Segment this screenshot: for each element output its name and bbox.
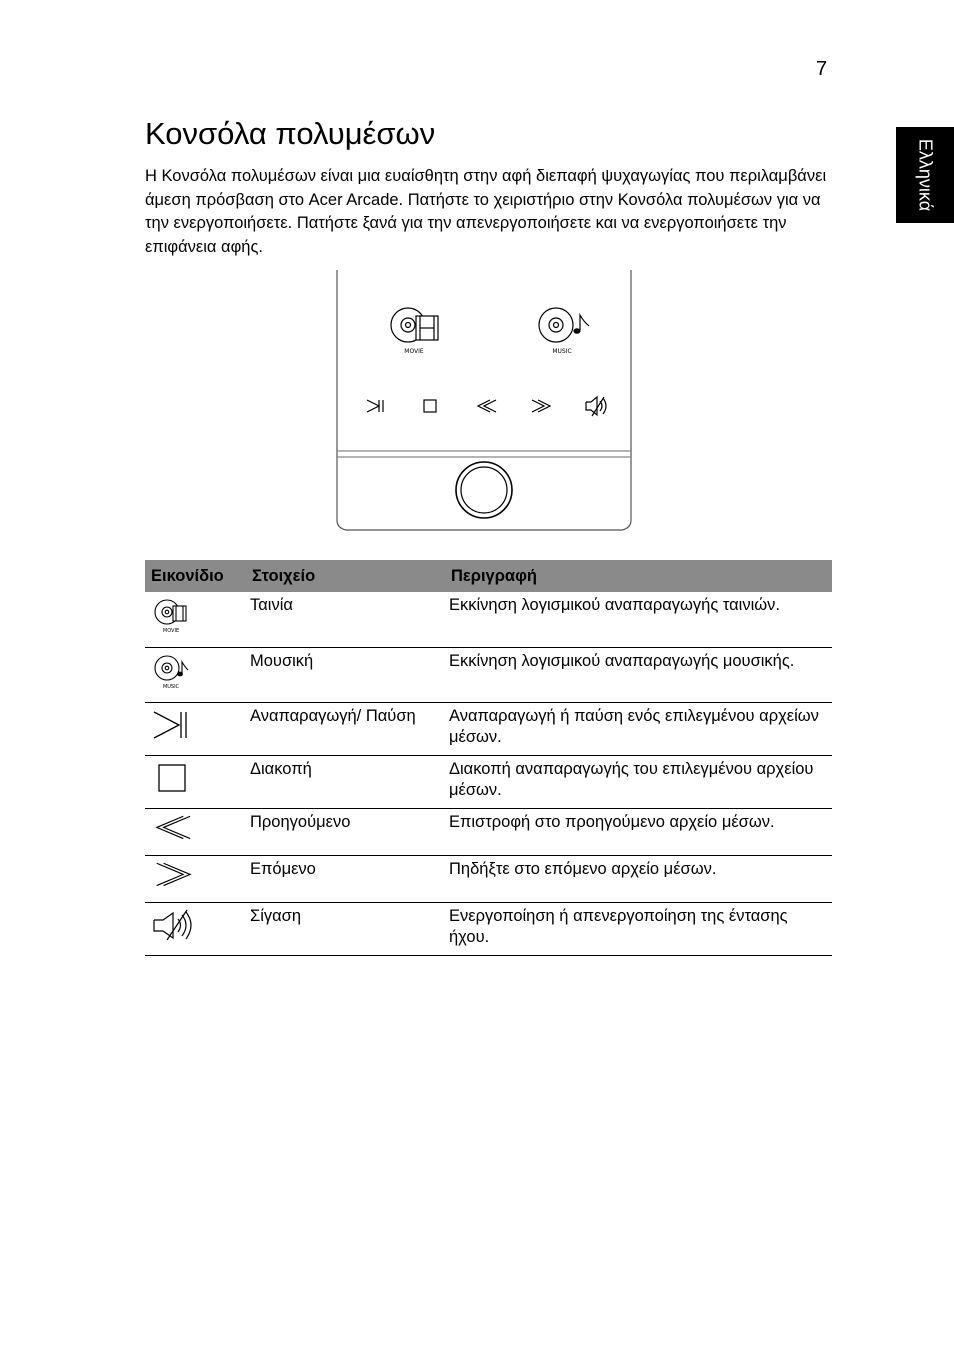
console-stop-icon[interactable] bbox=[424, 400, 436, 412]
movie-icon-label: MOVIE bbox=[162, 628, 180, 634]
language-tab-label: Ελληνικά bbox=[915, 138, 936, 212]
table-row bbox=[145, 902, 832, 955]
language-tab bbox=[896, 127, 954, 223]
row-description: Εκκίνηση λογισμικού αναπαραγωγής μουσικής. bbox=[445, 647, 832, 702]
media-console-illustration bbox=[334, 270, 634, 534]
console-mute-icon[interactable] bbox=[586, 397, 606, 416]
table-row bbox=[145, 592, 832, 647]
row-description: Επιστροφή στο προηγούμενο αρχείο μέσων. bbox=[445, 808, 832, 855]
header-icon: Εικονίδιο bbox=[151, 566, 224, 585]
music-icon-label: MUSIC bbox=[162, 683, 180, 690]
console-music-icon[interactable] bbox=[539, 308, 589, 342]
row-description: Διακοπή αναπαραγωγής του επιλεγμένου αρχείου μέσων. bbox=[445, 755, 832, 808]
console-movie-label: MOVIE bbox=[404, 348, 424, 355]
table-row bbox=[145, 647, 832, 702]
table-row bbox=[145, 855, 832, 902]
row-item: Ταινία bbox=[246, 592, 445, 647]
console-next-icon[interactable] bbox=[532, 400, 550, 412]
console-music-label: MUSIC bbox=[552, 348, 572, 355]
row-description: Ενεργοποίηση ή απενεργοποίηση της έντασης ήχου. bbox=[445, 902, 832, 955]
mute-icon bbox=[151, 906, 195, 948]
play-pause-icon bbox=[151, 706, 195, 748]
header-description: Περιγραφή bbox=[451, 566, 537, 585]
intro-paragraph: Η Κονσόλα πολυμέσων είναι μια ευαίσθητη στην αφή διεπαφή ψυχαγωγίας που περιλαμβάνει άμεση πρόσβαση στο Acer Arcade. Πατήστε το χειριστήριο στην Κονσόλα πολυμέσων για να την ενεργοποιήσετε. Πατήστε ξανά για την απενεργοποιήσετε και να ενεργοποιήσετε την επιφάνεια αφής. bbox=[145, 167, 827, 256]
console-dial[interactable] bbox=[456, 462, 512, 518]
row-item: Σίγαση bbox=[246, 902, 445, 955]
row-item: Προηγούμενο bbox=[246, 808, 445, 855]
row-item: Μουσική bbox=[246, 647, 445, 702]
stop-icon bbox=[151, 759, 195, 801]
row-item: Αναπαραγωγή/ Παύση bbox=[246, 702, 445, 755]
icon-table bbox=[145, 560, 832, 956]
row-item: Επόμενο bbox=[246, 855, 445, 902]
table-row bbox=[145, 755, 832, 808]
header-item: Στοιχείο bbox=[252, 566, 316, 585]
next-icon bbox=[151, 859, 195, 895]
console-movie-icon[interactable] bbox=[391, 308, 438, 342]
music-icon bbox=[151, 651, 195, 693]
row-description: Εκκίνηση λογισμικού αναπαραγωγής ταινιών. bbox=[445, 592, 832, 647]
page-title: Κονσόλα πολυμέσων bbox=[145, 116, 436, 151]
table-header-row bbox=[145, 560, 832, 592]
page-number: 7 bbox=[816, 58, 828, 80]
row-description: Αναπαραγωγή ή παύση ενός επιλεγμένου αρχείων μέσων. bbox=[445, 702, 832, 755]
row-description: Πηδήξτε στο επόμενο αρχείο μέσων. bbox=[445, 855, 832, 902]
movie-icon bbox=[151, 595, 195, 637]
console-previous-icon[interactable] bbox=[478, 400, 496, 412]
previous-icon bbox=[151, 812, 195, 848]
console-play-pause-icon[interactable] bbox=[367, 400, 383, 412]
table-row bbox=[145, 702, 832, 755]
row-item: Διακοπή bbox=[246, 755, 445, 808]
table-row bbox=[145, 808, 832, 855]
